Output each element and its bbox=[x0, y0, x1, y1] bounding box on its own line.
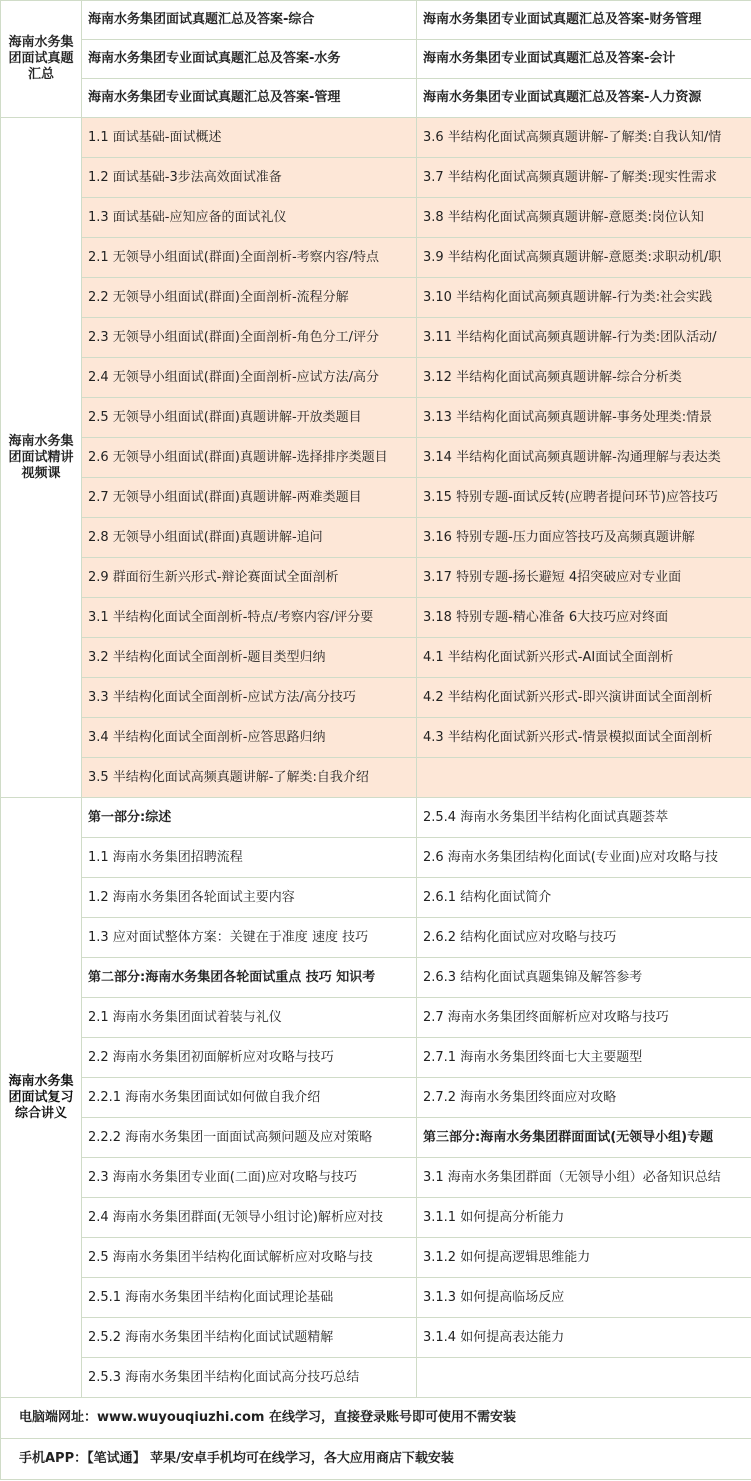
resource-link[interactable]: 3.11 半结构化面试高频真题讲解-行为类:团队活动/ bbox=[417, 318, 751, 358]
resource-link[interactable]: 2.2.1 海南水务集团面试如何做自我介绍 bbox=[82, 1078, 417, 1118]
resource-link[interactable]: 3.1 半结构化面试全面剖析-特点/考察内容/评分要 bbox=[82, 598, 417, 638]
resource-link[interactable]: 1.3 应对面试整体方案：关键在于准度 速度 技巧 bbox=[82, 918, 417, 958]
resource-link[interactable]: 海南水务集团专业面试真题汇总及答案-管理 bbox=[82, 79, 417, 118]
resource-link[interactable]: 3.5 半结构化面试高频真题讲解-了解类:自我介绍 bbox=[82, 758, 417, 798]
footer-row bbox=[1, 1439, 751, 1480]
category-label: 海南水务集团面试精讲视频课 bbox=[1, 118, 82, 798]
resource-link[interactable]: 2.6.3 结构化面试真题集锦及解答参考 bbox=[417, 958, 751, 998]
resource-link[interactable]: 1.1 面试基础-面试概述 bbox=[82, 118, 417, 158]
resource-link[interactable]: 2.6 无领导小组面试(群面)真题讲解-选择排序类题目 bbox=[82, 438, 417, 478]
table-row bbox=[1, 1318, 751, 1358]
resource-link[interactable]: 2.2 无领导小组面试(群面)全面剖析-流程分解 bbox=[82, 278, 417, 318]
resource-link[interactable]: 3.18 特别专题-精心准备 6大技巧应对终面 bbox=[417, 598, 751, 638]
resource-link[interactable]: 3.9 半结构化面试高频真题讲解-意愿类:求职动机/职 bbox=[417, 238, 751, 278]
category-label: 海南水务集团面试真题汇总 bbox=[1, 1, 82, 118]
resource-link[interactable]: 2.5.1 海南水务集团半结构化面试理论基础 bbox=[82, 1278, 417, 1318]
table-row bbox=[1, 1358, 751, 1398]
resource-link[interactable]: 第三部分:海南水务集团群面面试(无领导小组)专题 bbox=[417, 1118, 751, 1158]
resource-table-body bbox=[1, 1, 751, 1480]
resource-link[interactable]: 第二部分:海南水务集团各轮面试重点 技巧 知识考 bbox=[82, 958, 417, 998]
resource-link[interactable]: 2.5 无领导小组面试(群面)真题讲解-开放类题目 bbox=[82, 398, 417, 438]
footer-line1: 电脑端网址：www.wuyouqiuzhi.com 在线学习，直接登录账号即可使用不需安装 bbox=[1, 1398, 751, 1439]
resource-link[interactable]: 2.4 无领导小组面试(群面)全面剖析-应试方法/高分 bbox=[82, 358, 417, 398]
resource-link[interactable]: 1.2 面试基础-3步法高效面试准备 bbox=[82, 158, 417, 198]
resource-link[interactable]: 3.7 半结构化面试高频真题讲解-了解类:现实性需求 bbox=[417, 158, 751, 198]
resource-link[interactable]: 2.1 海南水务集团面试着装与礼仪 bbox=[82, 998, 417, 1038]
table-row bbox=[1, 1238, 751, 1278]
resource-link[interactable]: 2.5.2 海南水务集团半结构化面试试题精解 bbox=[82, 1318, 417, 1358]
footer-line2: 手机APP：【笔试通】 苹果/安卓手机均可在线学习，各大应用商店下载安装 bbox=[1, 1439, 751, 1480]
resource-link[interactable]: 3.4 半结构化面试全面剖析-应答思路归纳 bbox=[82, 718, 417, 758]
table-row bbox=[1, 638, 751, 678]
table-row bbox=[1, 318, 751, 358]
resource-link[interactable]: 2.8 无领导小组面试(群面)真题讲解-追问 bbox=[82, 518, 417, 558]
resource-link[interactable]: 2.1 无领导小组面试(群面)全面剖析-考察内容/特点 bbox=[82, 238, 417, 278]
table-row bbox=[1, 238, 751, 278]
table-row bbox=[1, 958, 751, 998]
resource-link[interactable]: 1.2 海南水务集团各轮面试主要内容 bbox=[82, 878, 417, 918]
resource-link[interactable]: 3.6 半结构化面试高频真题讲解-了解类:自我认知/情 bbox=[417, 118, 751, 158]
resource-link[interactable]: 4.1 半结构化面试新兴形式-AI面试全面剖析 bbox=[417, 638, 751, 678]
table-row bbox=[1, 478, 751, 518]
table-row bbox=[1, 1118, 751, 1158]
table-row bbox=[1, 198, 751, 238]
resource-link[interactable]: 3.1.3 如何提高临场反应 bbox=[417, 1278, 751, 1318]
resource-link[interactable]: 3.15 特别专题-面试反转(应聘者提问环节)应答技巧 bbox=[417, 478, 751, 518]
footer-row bbox=[1, 1398, 751, 1439]
table-row bbox=[1, 1038, 751, 1078]
table-row bbox=[1, 838, 751, 878]
resource-link[interactable]: 3.8 半结构化面试高频真题讲解-意愿类:岗位认知 bbox=[417, 198, 751, 238]
table-row bbox=[1, 758, 751, 798]
table-row bbox=[1, 1078, 751, 1118]
resource-link[interactable]: 2.2 海南水务集团初面解析应对攻略与技巧 bbox=[82, 1038, 417, 1078]
resource-link[interactable]: 2.6.2 结构化面试应对攻略与技巧 bbox=[417, 918, 751, 958]
table-row bbox=[1, 918, 751, 958]
resource-link[interactable]: 第一部分:综述 bbox=[82, 798, 417, 838]
resource-link[interactable]: 2.9 群面衍生新兴形式-辩论赛面试全面剖析 bbox=[82, 558, 417, 598]
resource-link[interactable]: 4.2 半结构化面试新兴形式-即兴演讲面试全面剖析 bbox=[417, 678, 751, 718]
resource-link[interactable]: 3.17 特别专题-扬长避短 4招突破应对专业面 bbox=[417, 558, 751, 598]
resource-link[interactable]: 3.1.2 如何提高逻辑思维能力 bbox=[417, 1238, 751, 1278]
resource-link[interactable]: 2.7.1 海南水务集团终面七大主要题型 bbox=[417, 1038, 751, 1078]
resource-link[interactable]: 海南水务集团专业面试真题汇总及答案-会计 bbox=[417, 40, 751, 79]
resource-link[interactable]: 3.1.4 如何提高表达能力 bbox=[417, 1318, 751, 1358]
table-row bbox=[1, 678, 751, 718]
table-row bbox=[1, 158, 751, 198]
resource-link[interactable]: 海南水务集团面试真题汇总及答案-综合 bbox=[82, 1, 417, 40]
table-row bbox=[1, 398, 751, 438]
resource-link[interactable]: 3.14 半结构化面试高频真题讲解-沟通理解与表达类 bbox=[417, 438, 751, 478]
resource-link[interactable]: 3.13 半结构化面试高频真题讲解-事务处理类:情景 bbox=[417, 398, 751, 438]
resource-link[interactable]: 3.1 海南水务集团群面（无领导小组）必备知识总结 bbox=[417, 1158, 751, 1198]
resource-link[interactable]: 2.4 海南水务集团群面(无领导小组讨论)解析应对技 bbox=[82, 1198, 417, 1238]
category-label: 海南水务集团面试复习综合讲义 bbox=[1, 798, 82, 1398]
table-row bbox=[1, 1198, 751, 1238]
resource-link[interactable]: 3.1.1 如何提高分析能力 bbox=[417, 1198, 751, 1238]
resource-link[interactable]: 2.5 海南水务集团半结构化面试解析应对攻略与技 bbox=[82, 1238, 417, 1278]
resource-link[interactable]: 2.7 海南水务集团终面解析应对攻略与技巧 bbox=[417, 998, 751, 1038]
table-row bbox=[1, 40, 751, 79]
resource-link[interactable]: 2.5.3 海南水务集团半结构化面试高分技巧总结 bbox=[82, 1358, 417, 1398]
table-row bbox=[1, 878, 751, 918]
resource-link[interactable]: 2.3 无领导小组面试(群面)全面剖析-角色分工/评分 bbox=[82, 318, 417, 358]
resource-link[interactable]: 2.7 无领导小组面试(群面)真题讲解-两难类题目 bbox=[82, 478, 417, 518]
table-row bbox=[1, 118, 751, 158]
table-row bbox=[1, 358, 751, 398]
resource-link[interactable]: 海南水务集团专业面试真题汇总及答案-人力资源 bbox=[417, 79, 751, 118]
resource-link[interactable]: 1.3 面试基础-应知应备的面试礼仪 bbox=[82, 198, 417, 238]
resource-link[interactable]: 3.16 特别专题-压力面应答技巧及高频真题讲解 bbox=[417, 518, 751, 558]
table-row bbox=[1, 718, 751, 758]
table-row bbox=[1, 1278, 751, 1318]
resource-link[interactable]: 3.10 半结构化面试高频真题讲解-行为类:社会实践 bbox=[417, 278, 751, 318]
resource-link[interactable]: 2.6.1 结构化面试简介 bbox=[417, 878, 751, 918]
resource-link bbox=[417, 758, 751, 798]
resource-link[interactable]: 3.12 半结构化面试高频真题讲解-综合分析类 bbox=[417, 358, 751, 398]
resource-link[interactable]: 2.2.2 海南水务集团一面面试高频问题及应对策略 bbox=[82, 1118, 417, 1158]
resource-link[interactable]: 4.3 半结构化面试新兴形式-情景模拟面试全面剖析 bbox=[417, 718, 751, 758]
resource-link[interactable]: 2.6 海南水务集团结构化面试(专业面)应对攻略与技 bbox=[417, 838, 751, 878]
table-row bbox=[1, 438, 751, 478]
resource-link[interactable]: 海南水务集团专业面试真题汇总及答案-财务管理 bbox=[417, 1, 751, 40]
table-row bbox=[1, 278, 751, 318]
table-row bbox=[1, 518, 751, 558]
table-row bbox=[1, 558, 751, 598]
resource-link[interactable]: 2.3 海南水务集团专业面(二面)应对攻略与技巧 bbox=[82, 1158, 417, 1198]
resource-link[interactable]: 1.1 海南水务集团招聘流程 bbox=[82, 838, 417, 878]
table-row bbox=[1, 1158, 751, 1198]
table-row bbox=[1, 998, 751, 1038]
table-row bbox=[1, 79, 751, 118]
resource-link[interactable]: 3.2 半结构化面试全面剖析-题目类型归纳 bbox=[82, 638, 417, 678]
table-row bbox=[1, 798, 751, 838]
resource-link[interactable]: 2.5.4 海南水务集团半结构化面试真题荟萃 bbox=[417, 798, 751, 838]
resource-link bbox=[417, 1358, 751, 1398]
table-row bbox=[1, 1, 751, 40]
resource-link[interactable]: 海南水务集团专业面试真题汇总及答案-水务 bbox=[82, 40, 417, 79]
table-row bbox=[1, 598, 751, 638]
resource-link[interactable]: 3.3 半结构化面试全面剖析-应试方法/高分技巧 bbox=[82, 678, 417, 718]
resource-link[interactable]: 2.7.2 海南水务集团终面应对攻略 bbox=[417, 1078, 751, 1118]
